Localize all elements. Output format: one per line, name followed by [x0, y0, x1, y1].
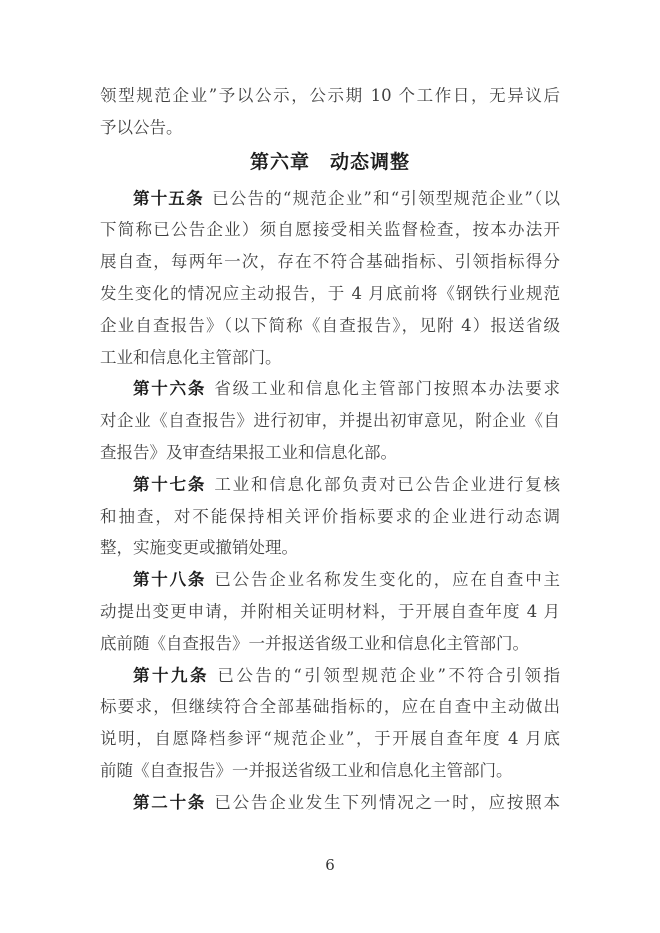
paragraph — [100, 469, 560, 564]
article-text: 已公告企业发生下列情况之一时，应按照本 — [214, 792, 561, 812]
text-line: 予以公告。 — [100, 117, 183, 137]
text-line: 动提出变更申请，并附相关证明材料，于开展自查年度 4 月 — [100, 601, 560, 621]
article-text: 工业和信息化部负责对已公告企业进行复核 — [214, 474, 561, 494]
text-line: 发生变化的情况应主动报告，于 4 月底前将《钢铁行业规范 — [100, 283, 560, 303]
text-line: 说明，自愿降档参评“规范企业”，于开展自查年度 4 月底 — [100, 729, 560, 749]
document-body — [100, 80, 560, 819]
text-line: 整，实施变更或撤销处理。 — [100, 538, 298, 558]
article-text: 已公告的“引领型规范企业”不符合引领指 — [217, 665, 561, 685]
text-line: 查报告》及审查结果报工业和信息化部。 — [100, 442, 397, 462]
text-line: 和抽查，对不能保持相关评价指标要求的企业进行动态调 — [100, 506, 560, 526]
paragraph — [100, 183, 560, 374]
text-line: 企业自查报告》（以下简称《自查报告》，见附 4）报送省级 — [100, 315, 560, 335]
text-line: 对企业《自查报告》进行初审，并提出初审意见，附企业《自 — [100, 411, 560, 431]
text-line — [100, 660, 560, 692]
text-line — [100, 787, 560, 819]
article-number: 第十六条 — [133, 379, 207, 399]
article-text: 已公告企业名称发生变化的，应在自查中主 — [214, 570, 561, 590]
text-line — [100, 564, 560, 596]
text-line — [100, 469, 560, 501]
text-line — [100, 373, 560, 405]
text-line: 展自查，每两年一次，存在不符合基础指标、引领指标得分 — [100, 252, 560, 272]
article-number: 第十九条 — [133, 665, 210, 685]
paragraph — [100, 373, 560, 468]
paragraph — [100, 564, 560, 659]
article-number: 第十七条 — [133, 474, 207, 494]
article-number: 第十五条 — [133, 188, 204, 208]
text-line: 工业和信息化主管部门。 — [100, 347, 282, 367]
text-line: 下简称已公告企业）须自愿接受相关监督检查，按本办法开 — [100, 220, 560, 240]
paragraph — [100, 660, 560, 787]
paragraph — [100, 787, 560, 819]
text-line: 标要求，但继续符合全部基础指标的，应在自查中主动做出 — [100, 697, 560, 717]
article-text: 省级工业和信息化主管部门按照本办法要求 — [214, 379, 561, 399]
article-number: 第二十条 — [133, 792, 207, 812]
text-line: 领型规范企业”予以公示，公示期 10 个工作日，无异议后 — [100, 86, 560, 105]
text-line: 底前随《自查报告》一并报送省级工业和信息化主管部门。 — [100, 633, 529, 653]
text-line — [100, 183, 560, 215]
text-line: 前随《自查报告》一并报送省级工业和信息化主管部门。 — [100, 760, 513, 780]
paragraph — [100, 80, 560, 144]
page-number: 6 — [325, 856, 335, 874]
article-text: 已公告的“规范企业”和“引领型规范企业”（以 — [212, 188, 560, 208]
chapter-heading: 第六章 动态调整 — [249, 150, 410, 173]
article-number: 第十八条 — [133, 570, 207, 590]
